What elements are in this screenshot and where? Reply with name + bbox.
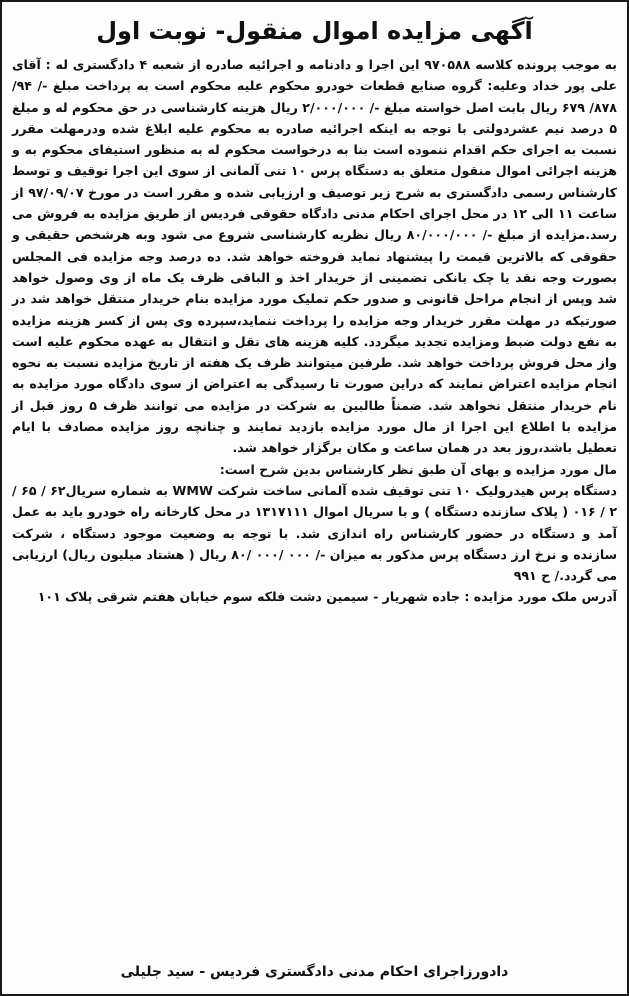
notice-signature: دادورزاجرای احکام مدنی دادگستری فردیس - سید جلیلی	[120, 964, 509, 980]
notice-paragraph-item-intro: مال مورد مزایده و بهای آن طبق نظر کارشناس بدین شرح است:	[219, 461, 617, 477]
notice-paragraph-item-description: دستگاه پرس هیدرولیک ۱۰ تنی توقیف شده آلمانی ساخت شرکت WMW به شماره سریال۶۲ / ۶۵ / ۲ / ۰۱۶ ( پلاک سازنده دستگاه ) و با سریال اموال ۱۳۱۷۱۱۱ در محل کارخانه راه خودرو باید به عمل آمد و دستگاه در حضور کارشناس راه اندازی شد. با توجه به وضعیت موجود دستگاه ، شرکت سازنده و نرخ ارز دستگاه پرس مذکور به میزان -/ ۰۰۰ /۰۰۰ /۸۰ ریال ( هشتاد میلیون ریال) ارزیابی می گردد./ ح ۹۹۱	[12, 482, 618, 584]
notice-paragraph-address: آدرس ملک مورد مزایده : جاده شهریار - سیمین دشت فلکه سوم خیابان هفتم شرقی پلاک ۱۰۱	[37, 589, 617, 605]
notice-body	[12, 54, 617, 608]
notice-paragraph-main: به موجب پرونده کلاسه ۹۷۰۵۸۸ این اجرا و دادنامه و اجرائیه صادره از شعبه ۴ دادگستری له : آقای علی پور خداد وعلیه: گروه صنایع قطعات خودرو محکوم علیه محکوم است به پرداخت مبلغ -/ ۹۴/ ۸۷۸/ ۶۷۹ ریال بابت اصل خواسته مبلغ -/ ۲/۰۰۰/۰۰۰ ریال هزینه کارشناسی در حق محکوم له و مبلغ ۵ درصد نیم عشردولتی با توجه به اینکه اجرائیه صادره به محکوم علیه ابلاغ شده ودرمهلت مقرر نسبت به اجرای حکم اقدام ننموده است بنا به درخواست محکوم له به منظور استیفای محکوم به و هزینه اجرائی اموال منقول متعلق به دستگاه پرس ۱۰ تنی آلمانی از سوی این اجرا توقیف و توسط کارشناس رسمی دادگستری به شرح زیر توصیف و ارزیابی شده و مقرر است در مورخ ۹۷/۰۹/۰۷ از ساعت ۱۱ الی ۱۲ در محل اجرای احکام مدنی دادگاه حقوقی فردیس از طریق مزایده به فروش می رسد.مزایده از مبلغ -/ ۸۰/۰۰۰/۰۰۰ ریال نظریه کارشناسی شروع می شود وبه هرشخص حقیقی و حقوقی که بالاترین قیمت را پیشنهاد نماید فروخته خواهد شد. ده درصد وجه مزایده فی المجلس بصورت وجه نقد یا چک بانکی تضمینی از خریدار اخذ و الباقی ظرف یک ماه از وی وصول خواهد شد وپس از انجام مراحل قانونی و صدور حکم تملیک مورد مزایده بنام خریدار منتقل خواهد شد در صورتیکه در مهلت مقرر خریدار وجه مزایده را پرداخت ننماید،سپرده وی پس از کسر هزینه مزایده به نفع دولت ضبط ومزایده تجدید میگردد. کلیه هزینه های نقل و انتقال به عهده محکوم علیه است واز محل فروش پرداخت خواهد شد. طرفین میتوانند ظرف یک هفته از تاریخ مزایده نسبت به نحوه انجام مزایده اعتراض نمایند که دراین صورت تا رسیدگی به اعتراض از سوی دادگاه مورد مزایده به نام خریدار منتقل نخواهد شد. ضمناً طالبین به شرکت در مزایده می توانند ظرف ۵ روز قبل از مزایده با اطلاع این اجرا از مال مورد مزایده بازدید نمایند و چنانچه روز مزایده مصادف با ایام تعطیل باشد،روز بعد در همان ساعت و مکان برگزار خواهد شد.	[12, 57, 618, 456]
notice-title: آگهی مزایده اموال منقول- نوبت اول	[96, 17, 533, 45]
